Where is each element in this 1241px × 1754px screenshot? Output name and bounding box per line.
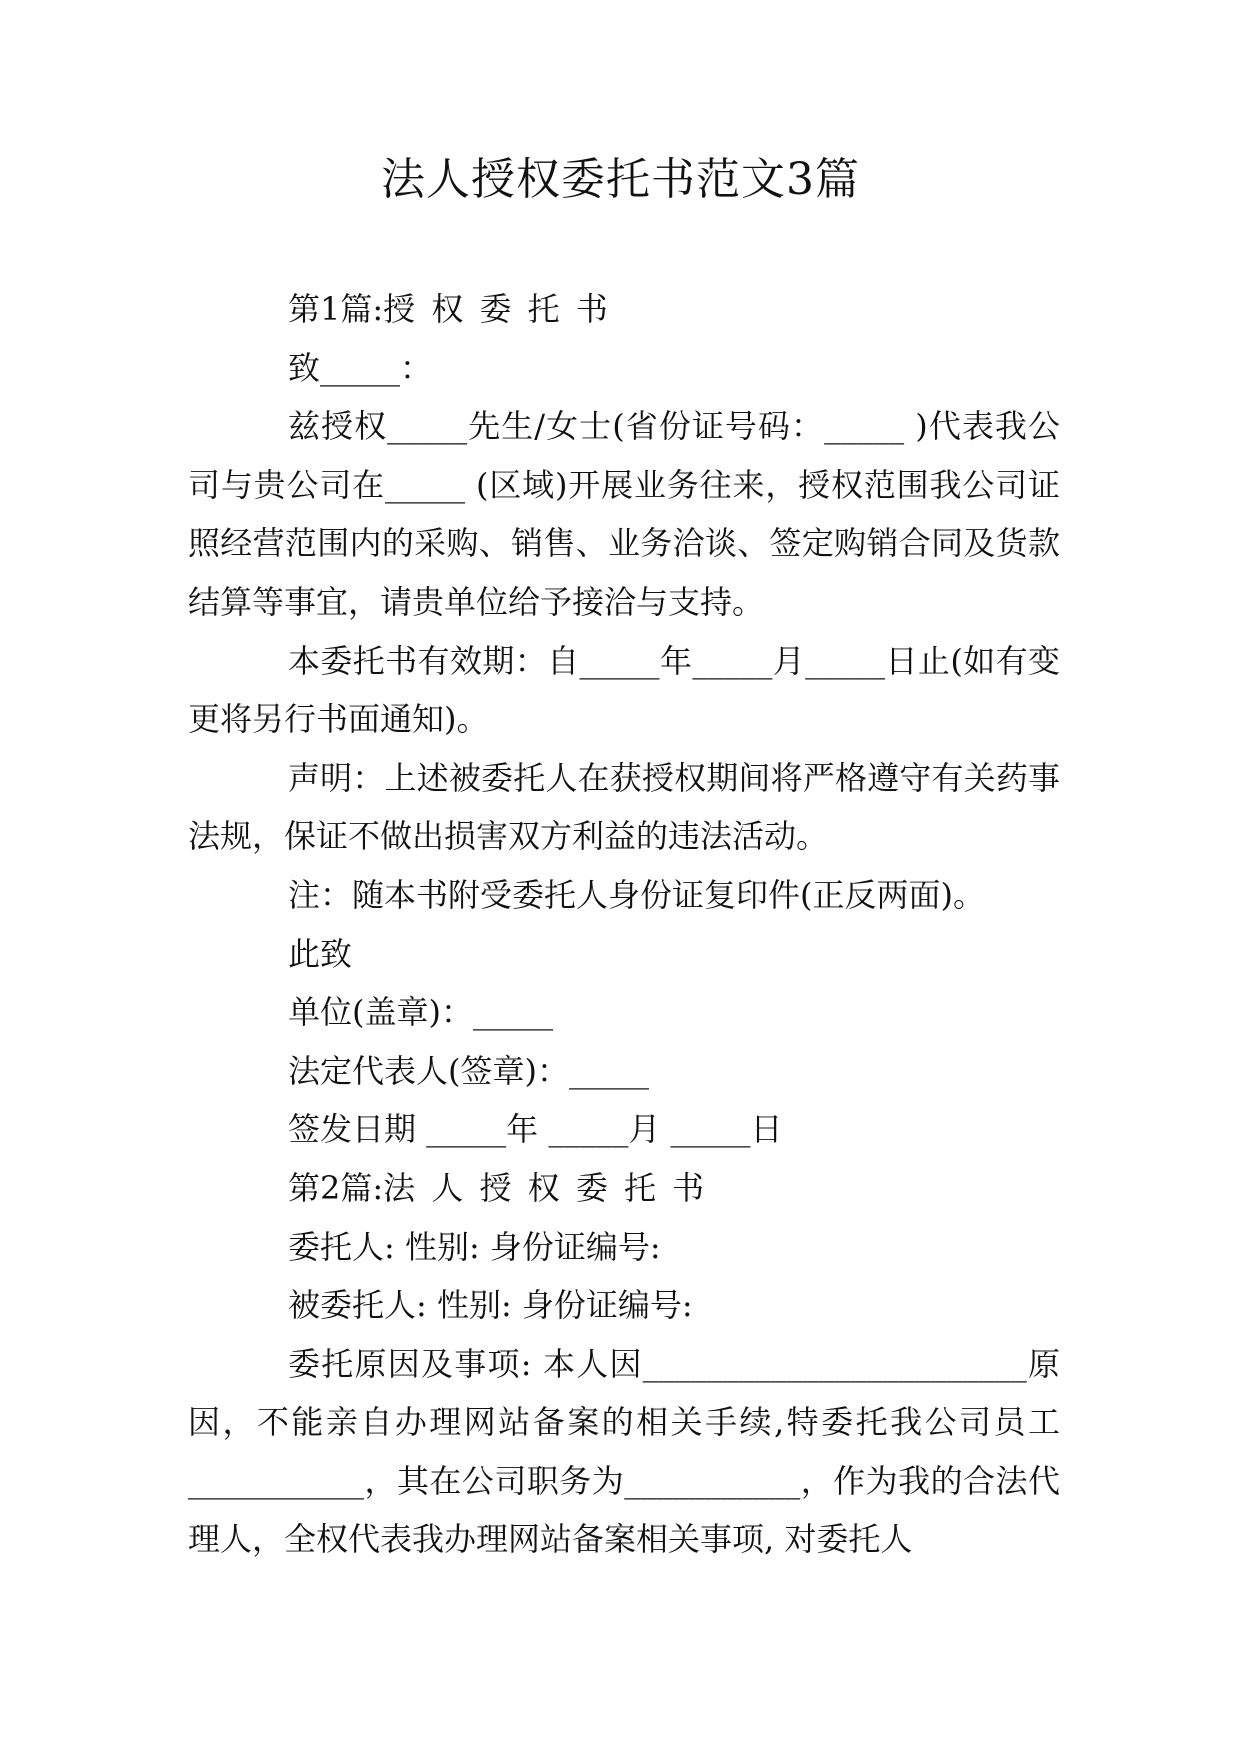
validity-paragraph: 本委托书有效期：自_____年_____月_____日止(如有变更将另行书面通知)。 xyxy=(188,641,1060,739)
document-title: 法人授权委托书范文3篇 xyxy=(381,154,860,205)
delegation-reason-paragraph: 委托原因及事项: 本人因________________________原因，不能亲自办理网站备案的相关手续,特委托我公司员工___________，其在公司职务为___________，作为我的合法代理人，全权代表我办理网站备案相关事项, 对委托人 xyxy=(188,1344,1060,1559)
legal-rep-signature-line: 法定代表人(签章)：_____ xyxy=(288,1051,649,1090)
agent-info-line: 被委托人: 性别: 身份证编号: xyxy=(288,1286,693,1325)
note-paragraph: 注：随本书附受委托人身份证复印件(正反两面)。 xyxy=(288,875,985,914)
closing-line: 此致 xyxy=(288,934,353,973)
principal-info-line: 委托人: 性别: 身份证编号: xyxy=(288,1227,661,1266)
addressee-line: 致_____： xyxy=(288,348,433,387)
section-heading-1: 第1篇:授 权 委 托 书 xyxy=(288,290,608,328)
document-body xyxy=(188,280,1060,1569)
authorization-paragraph: 兹授权_____先生/女士(省份证号码：_____ )代表我公司与贵公司在_____ (区域)开展业务往来，授权范围我公司证照经营范围内的采购、销售、业务洽谈、签定购销合同及货款结算等事宜，请贵单位给予接洽与支持。 xyxy=(188,407,1060,621)
issue-date-line: 签发日期 _____年 _____月 _____日 xyxy=(288,1110,783,1149)
company-seal-line: 单位(盖章)：_____ xyxy=(288,993,553,1032)
section-heading-2: 第2篇:法 人 授 权 委 托 书 xyxy=(288,1168,705,1207)
statement-paragraph: 声明：上述被委托人在获授权期间将严格遵守有关药事法规，保证不做出损害双方利益的违法活动。 xyxy=(188,758,1060,856)
